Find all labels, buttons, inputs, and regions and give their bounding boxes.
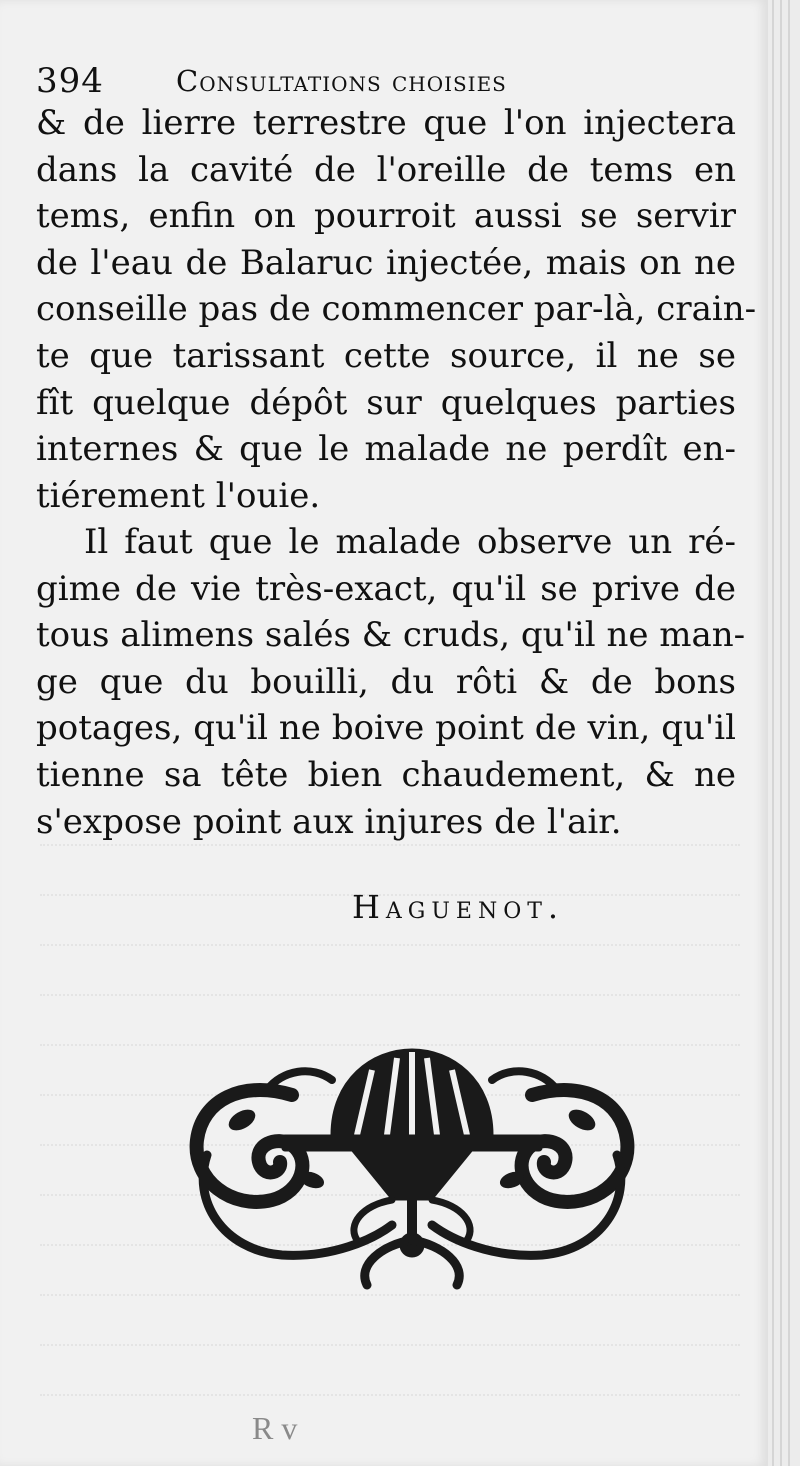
text-line: s'expose point aux injures de l'air. <box>36 801 622 842</box>
text-line: te que tarissant cette source, il ne se <box>36 335 736 376</box>
running-head: Consultations choisies <box>176 64 507 98</box>
paragraph-1 <box>36 100 757 519</box>
text-line: tienne sa tête bien chaudement, & ne <box>36 754 736 795</box>
text-line: ge que du bouilli, du rôti & de bons <box>36 661 736 702</box>
text-line: conseille pas de commencer par-là, crain- <box>36 289 757 330</box>
page-edge-line <box>788 0 790 1466</box>
text-line: tous alimens salés & cruds, qu'il ne man- <box>36 615 746 656</box>
author-signature: Haguenot. <box>352 888 565 926</box>
page-edge-line <box>772 0 774 1466</box>
text-line: internes & que le malade ne perdît en- <box>36 429 736 470</box>
text-line: gime de vie très-exact, qu'il se prive de <box>36 568 736 609</box>
fleuron-ornament-icon <box>182 1040 642 1290</box>
page-number: 394 <box>36 61 104 101</box>
page-edge-line <box>780 0 782 1466</box>
catchword: R v <box>252 1410 298 1446</box>
text-line: & de lierre terrestre que l'on injectera <box>36 103 736 143</box>
text-line: tems, enfin on pourroit aussi se servir <box>36 196 736 237</box>
text-line: tiérement l'ouie. <box>36 475 321 516</box>
page-header <box>36 56 736 106</box>
paragraph-2 <box>36 519 746 845</box>
text-line: dans la cavité de l'oreille de tems en <box>36 149 736 190</box>
text-line: Il faut que le malade observe un ré- <box>84 522 736 562</box>
text-line: de l'eau de Balaruc injectée, mais on ne <box>36 242 736 283</box>
text-line: fît quelque dépôt sur quelques parties <box>36 382 736 423</box>
text-line: potages, qu'il ne boive point de vin, qu'il <box>36 708 736 749</box>
